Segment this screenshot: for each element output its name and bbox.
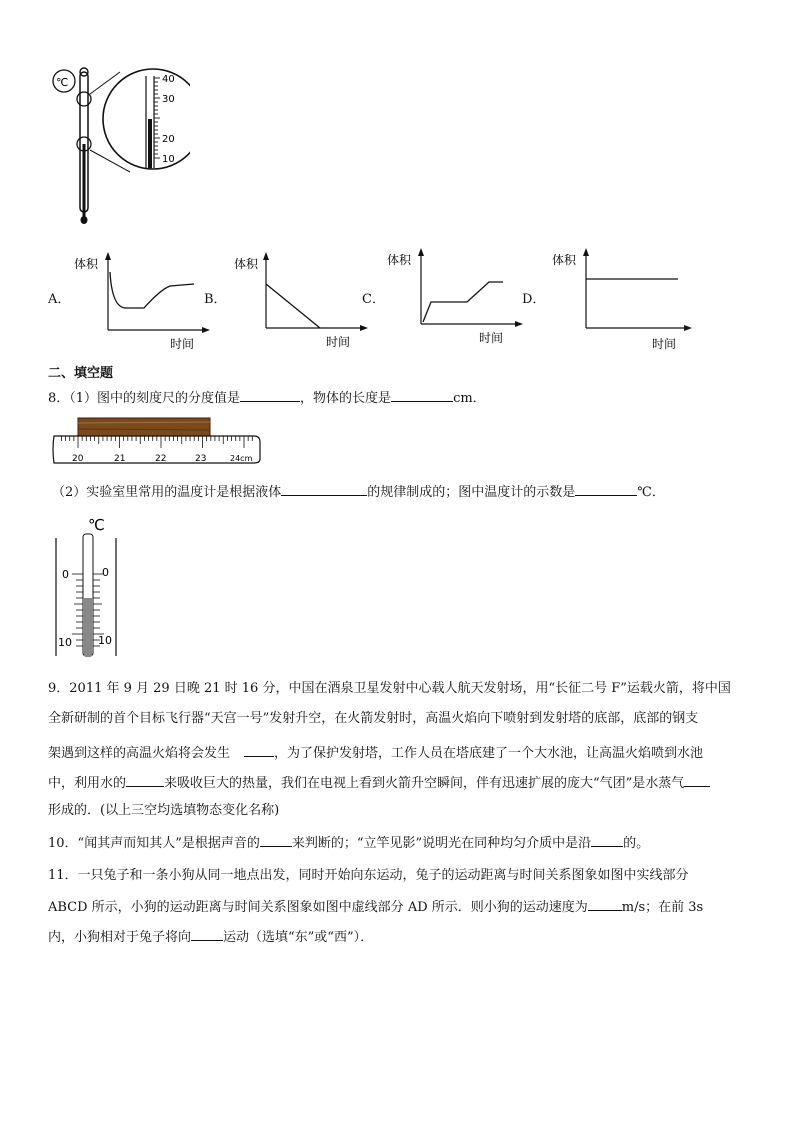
graph-a-xlabel: 时间 <box>170 337 195 350</box>
q11-line3 <box>48 926 373 948</box>
q9-line4 <box>48 772 710 794</box>
scale-label-40: 40 <box>162 74 175 85</box>
q8-blank-length[interactable] <box>391 387 453 402</box>
ruler-label-22: 22 <box>155 454 167 464</box>
q8-part2 <box>52 481 665 503</box>
q9-line3 <box>48 742 703 764</box>
lab-thermo-left-0: 0 <box>62 568 69 581</box>
q9-line1: 9．2011 年 9 月 29 日晚 21 时 16 分，中国在酒泉卫星发射中心载人航天发射场，用“长征二号 F”运载火箭，将中国 <box>48 681 731 696</box>
q10-blank-1[interactable] <box>260 832 292 847</box>
q11-line2 <box>48 896 703 918</box>
q8-part2-text-c: ℃． <box>637 485 665 500</box>
option-b-label: B． <box>204 292 227 307</box>
lab-thermo-right-10: 10 <box>98 634 112 647</box>
q10-blank-2[interactable] <box>591 832 623 847</box>
graph-c-ylabel: 体积 <box>387 253 412 267</box>
q11-line1: 11．一只兔子和一条小狗从同一地点出发，同时开始向东运动，兔子的运动距离与时间关系图象如图中实线部分 <box>48 868 689 883</box>
ruler-figure <box>50 415 265 467</box>
q9-line5: 形成的．(以上三空均选填物态变化名称) <box>48 803 280 818</box>
q9-line3-text-b: ，为了保护发射塔，工作人员在塔底建了一个大水池，让高温火焰喷到水池 <box>274 746 704 761</box>
ruler-label-21: 21 <box>114 454 126 464</box>
q11-blank-speed[interactable] <box>588 896 622 911</box>
graph-b-ylabel: 体积 <box>234 257 259 271</box>
q11-blank-direction[interactable] <box>191 926 223 941</box>
q11-line3-text-b: 运动（选填“东”或“西”）． <box>223 930 374 945</box>
scale-label-30: 30 <box>162 94 175 105</box>
graph-option-d <box>548 248 698 352</box>
lab-thermo-left-10: 10 <box>58 636 72 649</box>
q8-part1 <box>48 387 486 409</box>
ruler-label-20: 20 <box>72 454 84 464</box>
q8-blank-reading[interactable] <box>575 481 637 496</box>
q9-blank-1[interactable] <box>244 742 274 757</box>
graph-option-a <box>70 250 210 350</box>
graph-option-b <box>230 250 370 350</box>
q9-blank-2[interactable] <box>126 772 164 787</box>
q10-text-a: 10．“闻其声而知其人”是根据声音的 <box>48 836 260 851</box>
scale-label-10: 10 <box>162 154 175 165</box>
q11-line3-text-a: 内，小狗相对于兔子将向 <box>48 930 192 945</box>
section-title: 二、填空题 <box>48 366 114 381</box>
q10 <box>48 832 649 854</box>
lab-thermometer-figure <box>52 514 124 660</box>
q10-text-c: 的。 <box>623 836 650 851</box>
q11-line2-text-b: m/s；在前 3s <box>621 900 704 915</box>
scale-label-20: 20 <box>162 134 175 145</box>
ruler-label-23: 23 <box>195 454 207 464</box>
q8-blank-division[interactable] <box>240 387 300 402</box>
lab-thermo-right-0: 0 <box>102 566 109 579</box>
q8-part2-text-b: 的规律制成的；图中温度计的示数是 <box>367 485 576 500</box>
graph-a-ylabel: 体积 <box>74 257 99 271</box>
graph-d-ylabel: 体积 <box>552 253 577 267</box>
q9-line2: 全新研制的首个目标飞行器“天宫一号”发射升空，在火箭发射时，高温火焰向下喷射到发射塔的底部，底部的钢支 <box>48 711 699 726</box>
option-c-label: C． <box>362 292 385 307</box>
thermometer-figure <box>50 64 190 226</box>
q8-part1-text-b: ，物体的长度是 <box>300 391 392 406</box>
graph-b-xlabel: 时间 <box>326 335 351 349</box>
option-d-label: D． <box>522 292 546 307</box>
option-a-label: A． <box>48 292 71 307</box>
thermometer-unit: ℃ <box>56 76 69 89</box>
q9-line4-text-b: 来吸收巨大的热量，我们在电视上看到火箭升空瞬间，伴有迅速扩展的庞大“气团”是水蒸气 <box>164 776 685 791</box>
graph-d-xlabel: 时间 <box>652 337 677 351</box>
q8-blank-principle[interactable] <box>281 481 367 496</box>
q10-text-b: 来判断的；“立竿见影”说明光在同种均匀介质中是沿 <box>291 836 592 851</box>
q8-part2-text-a: （2）实验室里常用的温度计是根据液体 <box>52 485 282 500</box>
q8-part1-text-a: 8．（1）图中的刻度尺的分度值是 <box>48 391 241 406</box>
ruler-label-24cm: 24cm <box>230 454 253 463</box>
q9-line3-text-a: 架遇到这样的高温火焰将会发生 <box>48 746 231 761</box>
graph-c-xlabel: 时间 <box>479 331 504 345</box>
q8-part1-text-c: cm． <box>453 391 486 406</box>
graph-option-c <box>385 248 525 348</box>
q9-blank-3[interactable] <box>684 772 710 787</box>
q11-line2-text-a: ABCD 所示，小狗的运动距离与时间关系图象如图中虚线部分 AD 所示．则小狗的运动速度为 <box>48 900 588 915</box>
lab-thermo-unit: ℃ <box>88 516 105 534</box>
q9-line4-text-a: 中，利用水的 <box>48 776 127 791</box>
